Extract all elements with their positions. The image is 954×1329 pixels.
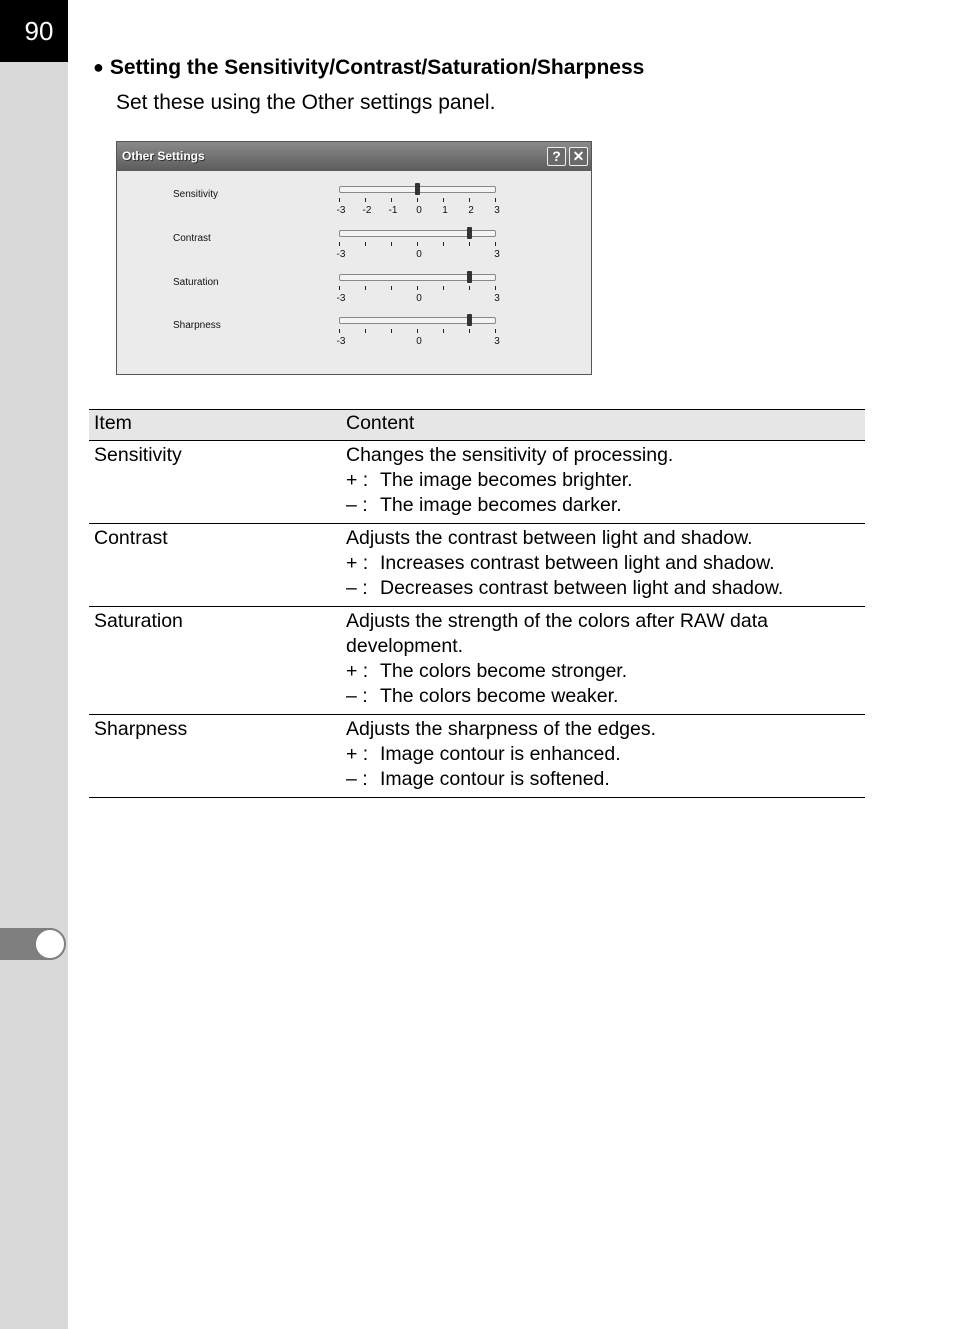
- slider-track[interactable]: [339, 274, 496, 281]
- slider-tick-label: 0: [416, 205, 422, 216]
- row-content: [341, 607, 865, 715]
- slider-tick: [339, 198, 340, 202]
- table-row: [89, 715, 865, 798]
- row-plus-line: [346, 468, 860, 493]
- dialog-title: Other Settings: [122, 149, 205, 163]
- other-settings-dialog: [116, 141, 592, 375]
- slider-tick: [443, 286, 444, 290]
- table-row: [89, 607, 865, 715]
- minus-marker: – :: [346, 494, 368, 516]
- section-tab-marker-icon: [34, 928, 66, 960]
- row-description: Adjusts the strength of the colors after RAW data development.: [346, 610, 768, 657]
- table-row: [89, 441, 865, 524]
- slider-tick-label: -3: [336, 336, 346, 347]
- dialog-titlebar[interactable]: [117, 142, 591, 171]
- slider-tick: [495, 198, 496, 202]
- row-plus-line: [346, 551, 860, 576]
- row-item: Contrast: [89, 524, 341, 607]
- slider-tick: [391, 242, 392, 246]
- slider-tick: [365, 198, 366, 202]
- section-heading-text: Setting the Sensitivity/Contrast/Saturation/Sharpness: [109, 56, 645, 79]
- plus-marker: + :: [346, 660, 369, 682]
- slider-tick-label: -3: [336, 249, 346, 260]
- slider-tick: [469, 286, 470, 290]
- row-item: Sharpness: [89, 715, 341, 798]
- minus-marker: – :: [346, 768, 368, 790]
- intro-text: Set these using the Other settings panel.: [116, 91, 496, 114]
- minus-marker: – :: [346, 685, 368, 707]
- close-button[interactable]: ✕: [569, 147, 588, 166]
- plus-marker: + :: [346, 743, 369, 765]
- slider-tick-label: 3: [494, 336, 500, 347]
- slider-tick: [495, 242, 496, 246]
- dialog-client-area: [117, 171, 591, 374]
- side-margin-bar: [0, 0, 68, 1329]
- slider-tick: [417, 286, 418, 290]
- settings-table: [89, 409, 865, 798]
- slider-label: Sensitivity: [173, 189, 219, 200]
- plus-marker: + :: [346, 552, 369, 574]
- table-body: [89, 441, 865, 798]
- row-content: [341, 441, 865, 524]
- row-plus-text: Increases contrast between light and shadow.: [380, 552, 775, 574]
- slider-tick: [443, 242, 444, 246]
- slider-tick: [391, 329, 392, 333]
- row-plus-text: Image contour is enhanced.: [380, 743, 621, 765]
- row-plus-text: The image becomes brighter.: [380, 469, 633, 491]
- row-minus-line: [346, 767, 860, 792]
- slider-tick: [495, 286, 496, 290]
- slider-track[interactable]: [339, 317, 496, 324]
- slider-tick-label: 2: [468, 205, 474, 216]
- slider-tick: [391, 286, 392, 290]
- slider-thumb[interactable]: [467, 271, 472, 283]
- slider-tick: [443, 329, 444, 333]
- slider-tick-label: 0: [416, 336, 422, 347]
- slider-label: Contrast: [173, 233, 211, 244]
- slider-tick: [469, 329, 470, 333]
- row-minus-text: Decreases contrast between light and shadow.: [380, 577, 784, 599]
- table-header-row: [89, 410, 865, 441]
- row-minus-text: The image becomes darker.: [380, 494, 622, 516]
- row-minus-line: [346, 684, 860, 709]
- section-heading: [93, 56, 644, 80]
- row-description: Adjusts the contrast between light and shadow.: [346, 527, 753, 549]
- row-plus-line: [346, 742, 860, 767]
- row-item: Sensitivity: [89, 441, 341, 524]
- table-row: [89, 524, 865, 607]
- slider-tick-label: 0: [416, 249, 422, 260]
- slider-tick: [365, 329, 366, 333]
- row-plus-line: [346, 659, 860, 684]
- row-description: Adjusts the sharpness of the edges.: [346, 718, 657, 740]
- slider-tick-label: -3: [336, 293, 346, 304]
- header-item: Item: [89, 410, 341, 441]
- row-item: Saturation: [89, 607, 341, 715]
- slider-tick: [469, 198, 470, 202]
- slider-thumb[interactable]: [467, 227, 472, 239]
- slider-tick-label: 3: [494, 249, 500, 260]
- plus-marker: + :: [346, 469, 369, 491]
- page-number: 90: [0, 0, 68, 62]
- slider-tick: [469, 242, 470, 246]
- slider-tick: [391, 198, 392, 202]
- slider-tick-label: -2: [362, 205, 372, 216]
- row-minus-line: [346, 493, 860, 518]
- slider-tick-label: 1: [442, 205, 448, 216]
- slider-tick-label: 0: [416, 293, 422, 304]
- slider-thumb[interactable]: [467, 314, 472, 326]
- slider-tick: [339, 242, 340, 246]
- slider-tick: [339, 286, 340, 290]
- slider-label: Saturation: [173, 277, 219, 288]
- slider-tick: [417, 242, 418, 246]
- minus-marker: – :: [346, 577, 368, 599]
- slider-tick: [443, 198, 444, 202]
- bullet-icon: ●: [93, 57, 104, 77]
- header-content: Content: [341, 410, 865, 441]
- slider-tick-label: 3: [494, 293, 500, 304]
- row-content: [341, 524, 865, 607]
- row-minus-text: The colors become weaker.: [380, 685, 619, 707]
- row-plus-text: The colors become stronger.: [380, 660, 628, 682]
- slider-tick: [339, 329, 340, 333]
- slider-tick: [417, 198, 418, 202]
- slider-tick: [365, 242, 366, 246]
- row-minus-text: Image contour is softened.: [380, 768, 610, 790]
- slider-label: Sharpness: [173, 320, 221, 331]
- help-button[interactable]: ?: [547, 147, 566, 166]
- row-description: Changes the sensitivity of processing.: [346, 444, 674, 466]
- slider-thumb[interactable]: [415, 183, 420, 195]
- slider-tick: [495, 329, 496, 333]
- row-content: [341, 715, 865, 798]
- slider-tick: [365, 286, 366, 290]
- slider-tick: [417, 329, 418, 333]
- slider-tick-label: -3: [336, 205, 346, 216]
- slider-tick-label: 3: [494, 205, 500, 216]
- row-minus-line: [346, 576, 860, 601]
- slider-tick-label: -1: [388, 205, 398, 216]
- slider-track[interactable]: [339, 230, 496, 237]
